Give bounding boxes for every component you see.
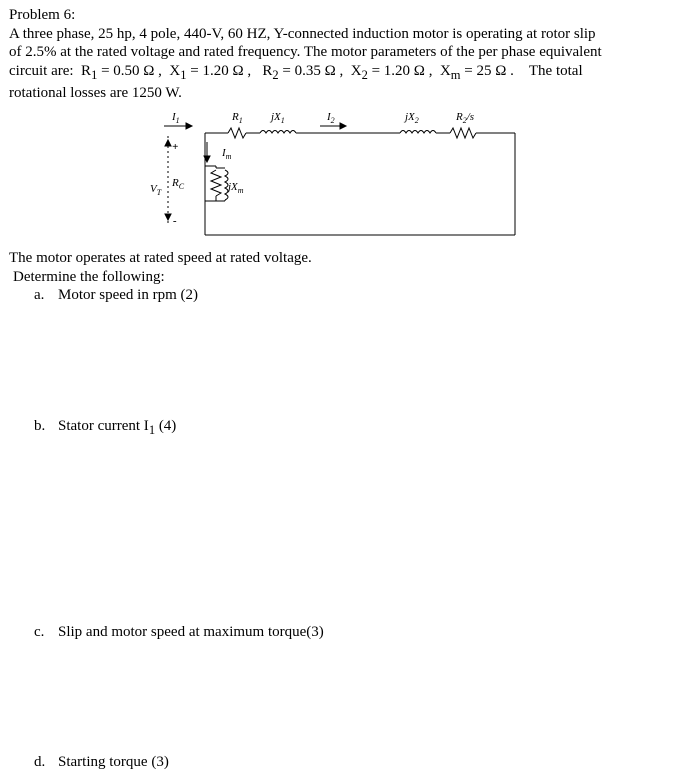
operates-line: The motor operates at rated speed at rated voltage. [9, 250, 312, 266]
intro-line-2: of 2.5% at the rated voltage and rated frequency. The motor parameters of the per phase equivalent [9, 44, 602, 61]
label-minus: - [173, 215, 177, 227]
question-b: b. Stator current $I_1$ (4) [34, 418, 177, 437]
label-jxm: $jX_m$ [228, 181, 244, 195]
param-x2: $X_2 = 1.20$ Ω , [350, 62, 433, 82]
r1-resistor [228, 128, 246, 138]
param-r2: $R_2 = 0.35$ Ω , [262, 62, 344, 82]
equivalent-circuit-diagram [150, 106, 520, 241]
rc-resistor [211, 170, 221, 196]
label-vt: $V_T$ [150, 183, 162, 197]
question-c [34, 624, 324, 641]
parameters-line [9, 62, 659, 85]
label-r2s: $R_2/s$ [456, 111, 475, 125]
params-lead: circuit are: [9, 62, 74, 79]
jx1-inductor [260, 131, 296, 134]
param-r1: $R_1 = 0.50$ Ω , [81, 62, 162, 82]
body-text [9, 249, 312, 286]
problem-title: Problem 6: [9, 7, 76, 23]
question-marker: a. [34, 287, 45, 303]
question-text: Motor speed in rpm (2) [58, 287, 198, 303]
param-x1: $X_1 = 1.20$ Ω , [169, 62, 252, 82]
label-r1: $R_1$ [232, 111, 243, 125]
label-jx1: $jX_1$ [271, 111, 285, 125]
determine-line: Determine the following: [13, 268, 165, 285]
label-im: $I_m$ [222, 147, 232, 161]
question-text: Slip and motor speed at maximum torque(3) [58, 624, 324, 640]
question-marker: d. [34, 754, 46, 770]
param-xm: $X_m = 25$ Ω . [439, 62, 514, 82]
question-text: Starting torque (3) [58, 754, 169, 770]
total-lead: The total [528, 62, 583, 79]
label-jx2: $jX_2$ [405, 111, 419, 125]
question-text: Stator current I [58, 418, 149, 434]
question-marker: c. [34, 624, 45, 640]
intro-line-4: rotational losses are 1250 W. [9, 85, 182, 102]
label-i2: $I_2$ [327, 111, 335, 125]
label-i1: $I_1$ [172, 111, 180, 125]
problem-statement [9, 6, 659, 103]
question-marker: b. [34, 418, 46, 434]
question-a [34, 287, 198, 304]
jx2-inductor [400, 131, 436, 134]
intro-line-1: A three phase, 25 hp, 4 pole, 440-V, 60 HZ, Y-connected induction motor is operating at rotor slip [9, 25, 596, 42]
label-rc: $R_C$ [172, 177, 185, 191]
r2s-resistor [450, 128, 476, 138]
label-plus: + [172, 141, 179, 153]
question-d [34, 754, 169, 771]
